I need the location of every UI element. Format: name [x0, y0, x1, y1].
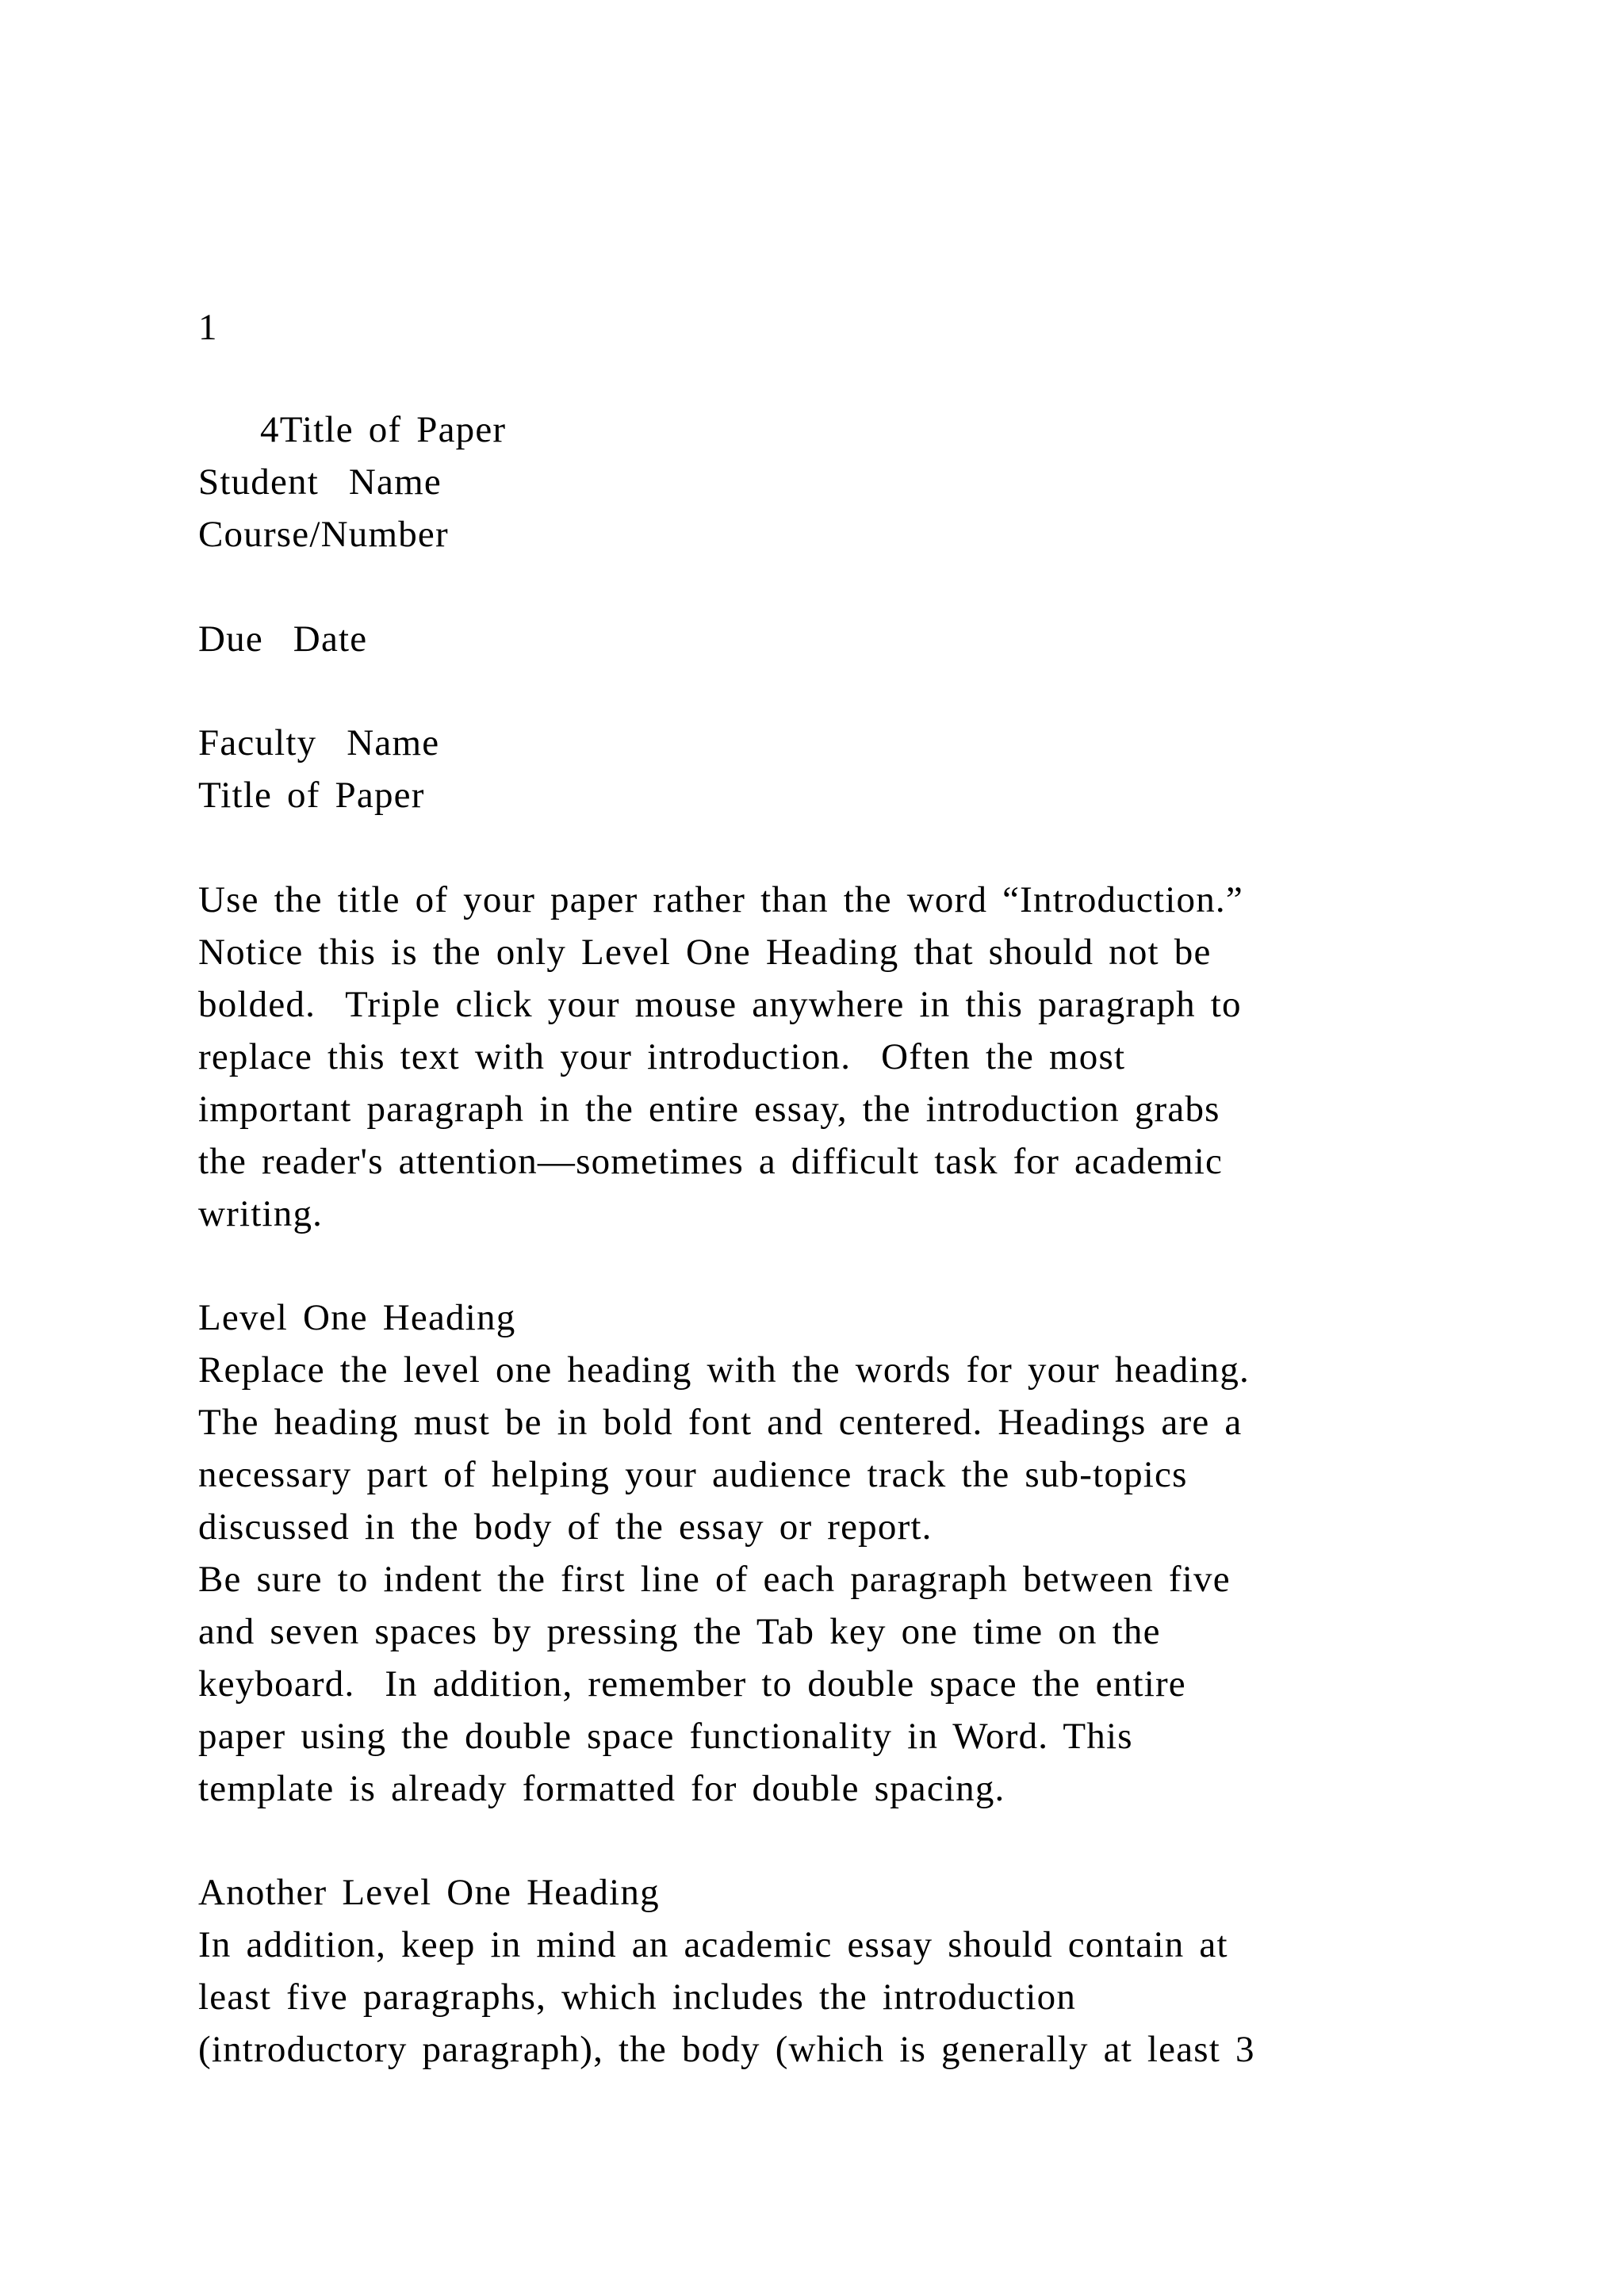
paragraph-line: necessary part of helping your audience track the sub-topics — [198, 1454, 1188, 1495]
student-name: Student Name — [198, 461, 442, 503]
faculty-name: Faculty Name — [198, 722, 440, 763]
paragraph-line: writing. — [198, 1193, 324, 1234]
paragraph-line: and seven spaces by pressing the Tab key one time on the — [198, 1611, 1161, 1652]
paragraph-line: discussed in the body of the essay or report. — [198, 1506, 933, 1548]
section-heading: Level One Heading — [198, 1297, 516, 1338]
paragraph-line: Replace the level one heading with the words for your heading. — [198, 1349, 1250, 1391]
header-title-line: 4Title of Paper — [260, 409, 507, 450]
section-heading: Another Level One Heading — [198, 1872, 660, 1913]
paragraph-line: keyboard. In addition, remember to double space the entire — [198, 1663, 1186, 1705]
paragraph-line: bolded. Triple click your mouse anywhere in this paragraph to — [198, 984, 1242, 1025]
paragraph-line: In addition, keep in mind an academic essay should contain at — [198, 1924, 1228, 1965]
course-number: Course/Number — [198, 514, 449, 555]
paragraph-line: important paragraph in the entire essay, the introduction grabs — [198, 1089, 1220, 1130]
due-date: Due Date — [198, 618, 368, 660]
page-number: 1 — [198, 307, 218, 348]
paragraph-line: The heading must be in bold font and centered. Headings are a — [198, 1402, 1243, 1443]
paragraph-line: least five paragraphs, which includes the introduction — [198, 1976, 1077, 2018]
paragraph-line: Notice this is the only Level One Heading that should not be — [198, 932, 1212, 973]
paragraph-line: (introductory paragraph), the body (which is generally at least 3 — [198, 2029, 1255, 2070]
paper-title: Title of Paper — [198, 775, 425, 816]
paragraph-line: paper using the double space functionality in Word. This — [198, 1716, 1133, 1757]
paragraph-line: template is already formatted for double spacing. — [198, 1768, 1005, 1809]
paragraph-line: replace this text with your introduction. Often the most — [198, 1036, 1126, 1077]
paragraph-line: Use the title of your paper rather than the word “Introduction.” — [198, 879, 1243, 920]
paragraph-line: Be sure to indent the first line of each paragraph between five — [198, 1559, 1231, 1600]
paragraph-line: the reader's attention—sometimes a difficult task for academic — [198, 1141, 1224, 1182]
